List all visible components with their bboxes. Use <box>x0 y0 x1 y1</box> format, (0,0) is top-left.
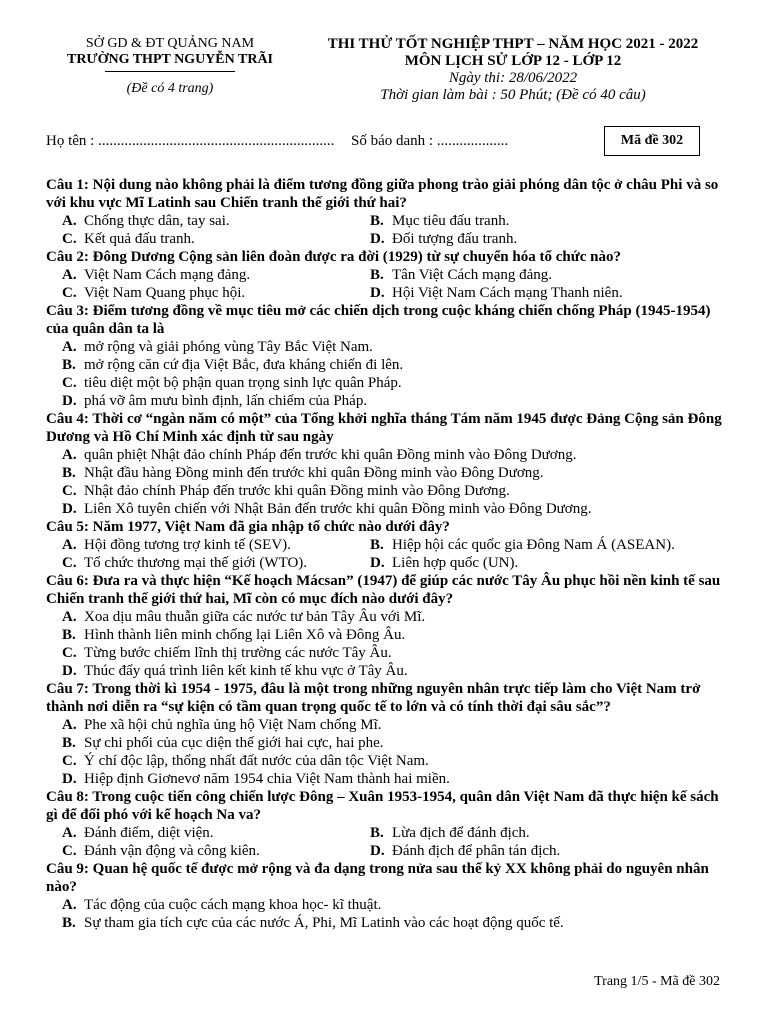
option-text: Ý chí độc lập, thống nhất đất nước của dân tộc Việt Nam. <box>84 753 429 769</box>
page-footer: Trang 1/5 - Mã đề 302 <box>594 974 720 989</box>
answer-option <box>62 663 408 679</box>
header-divider <box>105 71 235 72</box>
option-text: Việt Nam Cách mạng đảng. <box>84 267 251 283</box>
option-text: Hiệp hội các quốc gia Đông Nam Á (ASEAN). <box>392 537 675 553</box>
option-letter: B. <box>370 537 384 553</box>
option-letter: B. <box>370 825 384 841</box>
option-letter: C. <box>62 285 77 301</box>
answer-option <box>370 537 675 553</box>
student-info <box>46 133 509 150</box>
option-letter: C. <box>62 231 77 247</box>
option-text: Nhật đầu hàng Đồng minh đến trước khi quân Đồng minh vào Đông Dương. <box>84 465 544 481</box>
option-text: Hiệp định Giơnevơ năm 1954 chia Việt Nam thành hai miền. <box>84 771 450 787</box>
question-stem: Câu 8: Trong cuộc tiến công chiến lược Đông – Xuân 1953-1954, quân dân Việt Nam đã thực hiện kế sách gì để đối phó với kế hoạch Na va? <box>46 789 719 823</box>
option-letter: D. <box>370 285 385 301</box>
answer-option <box>62 465 544 481</box>
option-text: Hình thành liên minh chống lại Liên Xô và Đông Âu. <box>84 627 406 643</box>
answer-option <box>62 537 291 553</box>
option-text: mở rộng và giải phóng vùng Tây Bắc Việt Nam. <box>84 339 373 355</box>
answer-option <box>62 627 405 643</box>
answer-option <box>62 231 195 247</box>
question-stem: Câu 7: Trong thời kì 1954 - 1975, đâu là một trong những nguyên nhân trực tiếp làm cho Việt Nam trở thành nơi diễn ra “sự kiện có tầm quan trọng quốc tế to lớn và có tính thời đại sâu sắc”? <box>46 681 701 715</box>
option-letter: B. <box>370 267 384 283</box>
option-letter: A. <box>62 213 77 229</box>
option-text: Liên Xô tuyên chiến với Nhật Bản đến trước khi quân Đồng minh vào Đông Dương. <box>84 501 592 517</box>
option-text: Sự chi phối của cục diện thế giới hai cực, hai phe. <box>84 735 384 751</box>
exam-title: THI THỬ TỐT NGHIỆP THPT – NĂM HỌC 2021 - 2022 <box>327 36 699 52</box>
option-text: Việt Nam Quang phục hội. <box>84 285 246 301</box>
option-text: Mục tiêu đấu tranh. <box>392 213 510 229</box>
option-letter: A. <box>62 897 77 913</box>
option-letter: C. <box>62 843 77 859</box>
question-stem: Câu 1: Nội dung nào không phải là điểm tương đồng giữa phong trào giải phóng dân tộc ở châu Phi và so với khu vực Mĩ Latinh sau Chiến tranh thế giới thứ hai? <box>46 177 719 211</box>
option-text: Kết quả đấu tranh. <box>84 231 195 247</box>
option-letter: B. <box>370 213 384 229</box>
question-6 <box>46 572 726 680</box>
option-letter: D. <box>370 555 385 571</box>
answer-option <box>62 393 367 409</box>
option-letter: D. <box>62 771 77 787</box>
option-text: tiêu diệt một bộ phận quan trọng sinh lực quân Pháp. <box>84 375 402 391</box>
answer-option <box>62 483 510 499</box>
question-stem: Câu 5: Năm 1977, Việt Nam đã gia nhập tổ chức nào dưới đây? <box>46 519 450 535</box>
option-text: Đối tượng đấu tranh. <box>392 231 518 247</box>
question-5 <box>46 518 726 572</box>
option-letter: B. <box>62 627 76 643</box>
question-7 <box>46 680 726 788</box>
question-2 <box>46 248 726 302</box>
answer-option <box>62 501 591 517</box>
answer-option <box>370 843 560 859</box>
option-letter: A. <box>62 825 77 841</box>
option-letter: D. <box>370 843 385 859</box>
option-letter: A. <box>62 339 77 355</box>
question-stem: Câu 6: Đưa ra và thực hiện “Kế hoạch Mácsan” (1947) để giúp các nước Tây Âu phục hồi nền kinh tế sau Chiến tranh thế giới thứ hai, Mĩ còn có mục đích nào dưới đây? <box>46 573 721 607</box>
answer-option <box>370 213 509 229</box>
question-1 <box>46 176 726 248</box>
question-stem: Câu 4: Thời cơ “ngàn năm có một” của Tổng khởi nghĩa tháng Tám năm 1945 được Đảng Cộng sản Đông Dương và Hồ Chí Minh xác định từ sau ngày <box>46 411 722 445</box>
option-letter: C. <box>62 483 77 499</box>
answer-option <box>62 267 250 283</box>
answer-option <box>370 285 623 301</box>
answer-option <box>62 357 403 373</box>
question-list <box>46 176 726 932</box>
answer-option <box>62 897 381 913</box>
answer-option <box>62 555 307 571</box>
answer-option <box>62 717 382 733</box>
option-letter: D. <box>62 501 77 517</box>
option-letter: A. <box>62 717 77 733</box>
option-letter: C. <box>62 753 77 769</box>
option-text: Xoa dịu mâu thuẫn giữa các nước tư bản Tây Âu với Mĩ. <box>84 609 426 625</box>
option-letter: A. <box>62 447 77 463</box>
option-letter: C. <box>62 555 77 571</box>
department-name: SỞ GD & ĐT QUẢNG NAM <box>85 36 255 51</box>
answer-option <box>370 231 517 247</box>
option-text: Tác động của cuộc cách mạng khoa học- kĩ thuật. <box>84 897 382 913</box>
answer-option <box>62 285 245 301</box>
answer-option <box>62 915 564 931</box>
subject-title: MÔN LỊCH SỬ LỚP 12 - LỚP 12 <box>404 53 622 69</box>
school-name: TRƯỜNG THPT NGUYỄN TRÃI <box>66 52 273 67</box>
option-letter: B. <box>62 357 76 373</box>
option-letter: B. <box>62 735 76 751</box>
answer-option <box>62 375 402 391</box>
option-text: Nhật đảo chính Pháp đến trước khi quân Đồng minh vào Đông Dương. <box>84 483 510 499</box>
option-text: phá vỡ âm mưu bình định, lấn chiếm của Pháp. <box>84 393 368 409</box>
option-letter: D. <box>62 393 77 409</box>
page-count-note: (Đề có 4 trang) <box>126 81 214 96</box>
header-left <box>62 36 278 97</box>
option-letter: A. <box>62 537 77 553</box>
answer-option <box>62 339 373 355</box>
answer-option <box>62 843 260 859</box>
question-4 <box>46 410 726 518</box>
student-name-field: Họ tên : ............................................................... <box>46 133 335 149</box>
answer-option <box>62 213 230 229</box>
question-stem: Câu 3: Điểm tương đồng về mục tiêu mở các chiến dịch trong cuộc kháng chiến chống Pháp (1945-1954) của quân dân ta là <box>46 303 711 337</box>
option-text: Hội Việt Nam Cách mạng Thanh niên. <box>392 285 623 301</box>
option-text: mở rộng căn cứ địa Việt Bắc, đưa kháng chiến đi lên. <box>84 357 404 373</box>
option-text: quân phiệt Nhật đảo chính Pháp đến trước khi quân Đồng minh vào Đông Dương. <box>84 447 577 463</box>
answer-option <box>370 267 552 283</box>
answer-option <box>370 555 518 571</box>
answer-option <box>62 645 392 661</box>
answer-option <box>370 825 530 841</box>
answer-option <box>62 447 576 463</box>
option-text: Đánh vận động và công kiên. <box>84 843 260 859</box>
option-text: Thúc đẩy quá trình liên kết kinh tế khu vực ở Tây Âu. <box>84 663 408 679</box>
option-text: Tân Việt Cách mạng đảng. <box>392 267 553 283</box>
option-text: Lừa địch để đánh địch. <box>392 825 530 841</box>
option-text: Đánh địch để phân tán địch. <box>392 843 561 859</box>
exam-code-box: Mã đề 302 <box>604 126 700 156</box>
option-letter: C. <box>62 375 77 391</box>
question-9 <box>46 860 726 932</box>
exam-date: Ngày thi: 28/06/2022 <box>448 70 578 86</box>
answer-option <box>62 771 450 787</box>
option-text: Hội đồng tương trợ kinh tế (SEV). <box>84 537 291 553</box>
option-letter: D. <box>370 231 385 247</box>
answer-option <box>62 735 384 751</box>
option-letter: B. <box>62 465 76 481</box>
option-letter: D. <box>62 663 77 679</box>
option-letter: C. <box>62 645 77 661</box>
option-letter: B. <box>62 915 76 931</box>
option-text: Chống thực dân, tay sai. <box>84 213 230 229</box>
option-letter: A. <box>62 609 77 625</box>
exam-duration: Thời gian làm bài : 50 Phút; (Đề có 40 câu) <box>380 87 646 103</box>
option-text: Từng bước chiếm lĩnh thị trường các nước Tây Âu. <box>84 645 392 661</box>
option-text: Phe xã hội chủ nghĩa ủng hộ Việt Nam chống Mĩ. <box>84 717 382 733</box>
header-right <box>322 36 704 104</box>
answer-option <box>62 609 425 625</box>
option-text: Tổ chức thương mại thế giới (WTO). <box>84 555 308 571</box>
answer-option <box>62 753 429 769</box>
question-stem: Câu 2: Đông Dương Cộng sản liên đoàn được ra đời (1929) từ sự chuyển hóa tổ chức nào? <box>46 249 621 265</box>
option-text: Liên hợp quốc (UN). <box>392 555 519 571</box>
question-stem: Câu 9: Quan hệ quốc tế được mở rộng và đa dạng trong nửa sau thế kỷ XX không phải do nguyên nhân nào? <box>46 861 709 895</box>
question-8 <box>46 788 726 860</box>
student-id-field: Số báo danh : ................... <box>351 133 509 149</box>
answer-option <box>62 825 214 841</box>
question-3 <box>46 302 726 410</box>
option-text: Sự tham gia tích cực của các nước Á, Phi, Mĩ Latinh vào các hoạt động quốc tế. <box>84 915 564 931</box>
option-text: Đánh điểm, diệt viện. <box>84 825 214 841</box>
option-letter: A. <box>62 267 77 283</box>
